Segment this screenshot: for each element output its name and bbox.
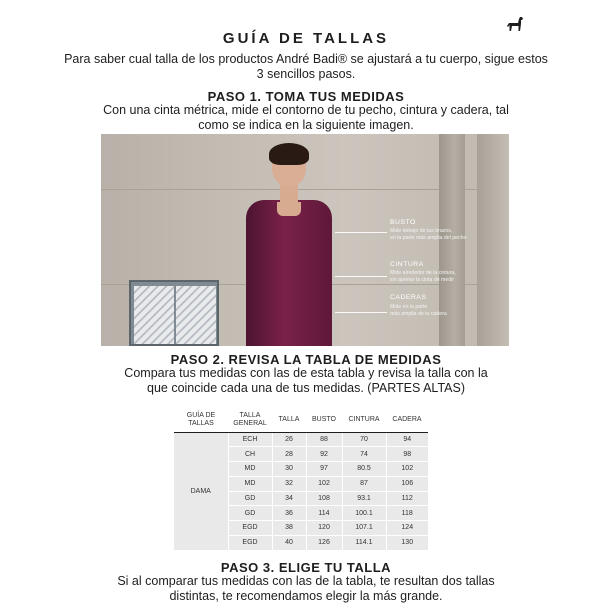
cell-cintura: 114.1 [342,535,386,550]
intro-text: Para saber cual talla de los productos André Badi® se ajustará a tu cuerpo, sigue estos 3 sencillos pasos. [64,52,548,81]
cell-cadera: 118 [386,506,428,521]
cell-cintura: 107.1 [342,521,386,536]
cell-talla: 32 [272,476,306,491]
group-dama: DAMA [174,432,228,550]
cell-talla: 30 [272,462,306,477]
cell-talla-general: GD [228,491,272,506]
page-title: GUÍA DE TALLAS [222,30,390,47]
cintura-label: CINTURA [390,261,424,268]
cell-busto: 92 [306,447,342,462]
door-illustration [129,280,219,346]
cell-cadera: 94 [386,432,428,447]
size-table [174,408,428,551]
col-talla: TALLA [272,408,306,432]
cell-talla-general: EGD [228,521,272,536]
step2-title: PASO 2. REVISA LA TABLA DE MEDIDAS [170,352,442,367]
cell-talla: 38 [272,521,306,536]
busto-desc-1: Mide debajo de tus brazos, [390,228,453,234]
cell-cadera: 130 [386,535,428,550]
step3-title: PASO 3. ELIGE TU TALLA [220,560,392,575]
cell-cadera: 102 [386,462,428,477]
cell-cintura: 80.5 [342,462,386,477]
table-header-row [174,408,428,432]
col-guia: GUÍA DE TALLAS [174,408,228,432]
cell-busto: 102 [306,476,342,491]
cell-busto: 97 [306,462,342,477]
col-cadera: CADERA [386,408,428,432]
cell-cintura: 93.1 [342,491,386,506]
col-talla-general: TALLA GENERAL [228,408,272,432]
model-photo [101,134,509,346]
cell-busto: 120 [306,521,342,536]
step1-title: PASO 1. TOMA TUS MEDIDAS [207,89,405,104]
cell-busto: 88 [306,432,342,447]
step1-description: Con una cinta métrica, mide el contorno de tu pecho, cintura y cadera, tal como se indica en la siguiente imagen. [103,103,509,132]
cell-busto: 108 [306,491,342,506]
cell-talla: 40 [272,535,306,550]
cell-talla-general: GD [228,506,272,521]
cintura-desc-1: Mide alrededor de la cintura, [390,270,456,276]
caderas-desc-1: Mide en la parte [390,304,428,310]
cell-cadera: 112 [386,491,428,506]
col-busto: BUSTO [306,408,342,432]
cell-talla-general: MD [228,476,272,491]
step2-description: Compara tus medidas con las de esta tabla y revisa la talla con la que coincide cada una de tus medidas. (PARTES ALTAS) [124,366,488,395]
dress-illustration [246,200,332,346]
step3-description: Si al comparar tus medidas con las de la tabla, te resultan dos tallas distintas, te recomendamos elegir la más grande. [117,574,495,603]
cell-busto: 114 [306,506,342,521]
cell-talla-general: MD [228,462,272,477]
table-row [174,432,428,447]
caderas-desc-2: más amplia de tu cadera [390,311,447,317]
cell-busto: 126 [306,535,342,550]
cell-cintura: 100.1 [342,506,386,521]
cell-cintura: 70 [342,432,386,447]
cell-talla: 26 [272,432,306,447]
cell-talla-general: ECH [228,432,272,447]
cell-cadera: 124 [386,521,428,536]
busto-desc-2: en la parte más amplia del pecho [390,235,467,241]
busto-label: BUSTO [390,219,416,226]
cell-talla: 34 [272,491,306,506]
cell-cintura: 74 [342,447,386,462]
cell-cadera: 106 [386,476,428,491]
cell-talla: 36 [272,506,306,521]
cell-talla-general: EGD [228,535,272,550]
cell-talla-general: CH [228,447,272,462]
cell-cadera: 98 [386,447,428,462]
cintura-desc-2: sin apretar la cinta de medir [390,277,455,283]
caderas-label: CADERAS [390,294,427,301]
cell-talla: 28 [272,447,306,462]
cell-cintura: 87 [342,476,386,491]
col-cintura: CINTURA [342,408,386,432]
